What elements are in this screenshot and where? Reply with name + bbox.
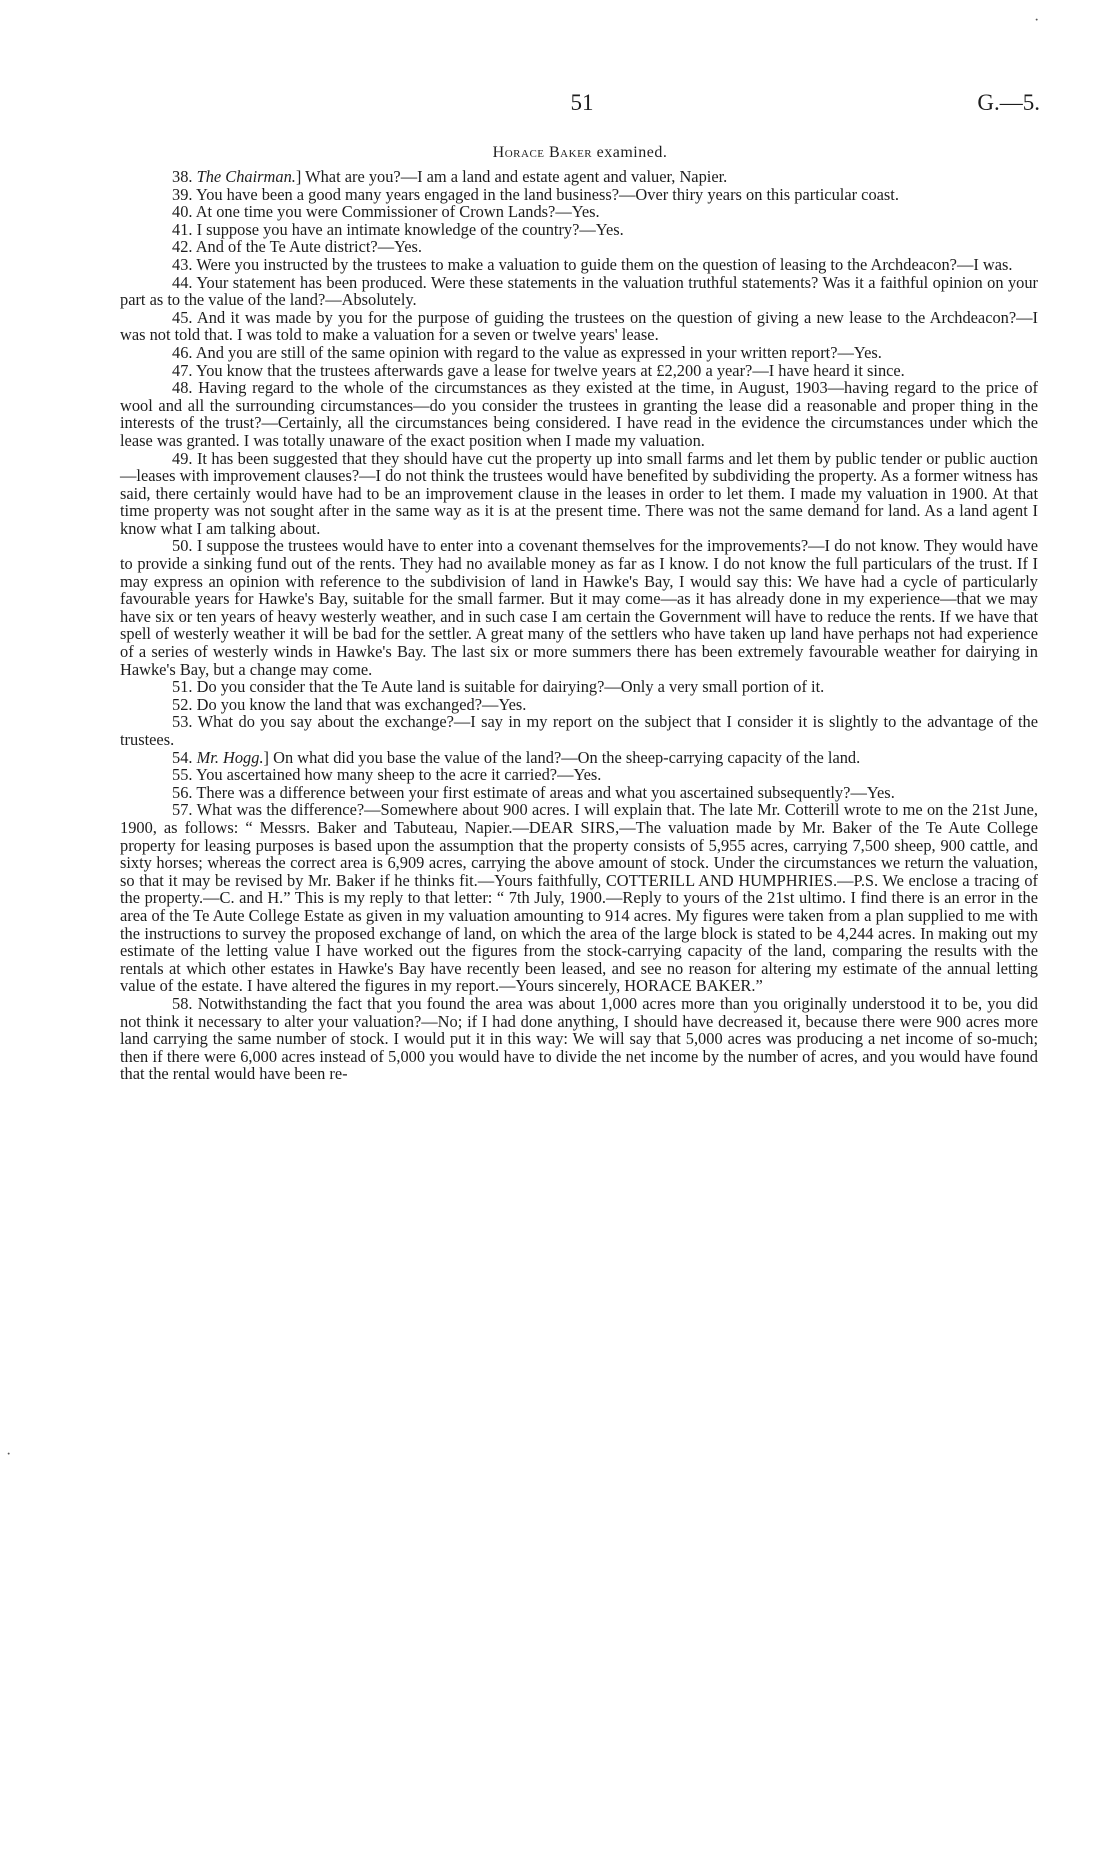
testimony-paragraph: [120, 450, 1038, 538]
question-number: 58.: [172, 993, 193, 1013]
question-number: 50.: [172, 536, 193, 556]
speaker-name: The Chairman.: [196, 167, 296, 186]
testimony-paragraph: [120, 678, 1038, 696]
paragraph-text: You ascertained how many sheep to the acre it carried?—Yes.: [196, 765, 602, 785]
paragraph-text: You have been a good many years engaged in the land business?—Over thiry years on this particular coast.: [196, 184, 899, 204]
paragraph-text: At one time you were Commissioner of Crown Lands?—Yes.: [195, 202, 600, 222]
paragraph-text: Your statement has been produced. Were these statements in the valuation truthful statements? Was it a faithful opinion on your part as to the value of the land?—Absolutely.: [120, 272, 1038, 310]
question-number: 46.: [172, 342, 193, 362]
witness-name: Horace Baker: [492, 144, 593, 161]
question-number: 48.: [172, 378, 193, 398]
paragraph-text: ] On what did you base the value of the land?—On the sheep-carrying capacity of the land.: [263, 747, 861, 767]
question-number: 54.: [172, 747, 193, 767]
paragraph-text: What was the difference?—Somewhere about 900 acres. I will explain that. The late Mr. Cotterill wrote to me on the 21st June, 1900, as follows: “ Messrs. Baker and Tabuteau, Napier.—DEAR SIRS,—The valuation made by Mr. Baker of the Te Aute College property for leasing purposes is based upon the assumption that the property consists of 5,955 acres, carrying 7,500 sheep, 900 cattle, and sixty horses; whereas the correct area is 6,909 acres, carrying the above amount of stock. Under the circumstances we return the valuation, so that it may be revised by Mr. Baker if he thinks fit.—Yours faithfully, COTTERILL AND HUMPHRIES.—P.S. We enclose a tracing of the property.—C. and H.” This is my reply to that letter: “ 7th July, 1900.—Reply to yours of the 21st ultimo. I find there is an error in the area of the Te Aute College Estate as given in my valuation amounting to 914 acres. My figures were taken from a plan supplied to me with the instructions to survey the proposed exchange of land, on which the area of the large block is stated to be 4,244 acres. In making out my estimate of the letting value I have worked out the figures from the stock-carrying capacity of the land, comparing the results with the rentals at which other estates in Hawke's Bay have recently been leased, and see no reason for altering my estimate of the annual letting value of the estate. I have altered the figures in my report.—Yours sincerely, HORACE BAKER.”: [120, 800, 1038, 996]
question-number: 52.: [172, 694, 193, 714]
scan-mark: ·: [6, 1446, 12, 1463]
witness-heading-suffix: examined.: [596, 144, 668, 161]
paragraph-text: What do you say about the exchange?—I say in my report on the subject that I consider it is slightly to the advantage of the trustees.: [120, 712, 1038, 749]
question-number: 49.: [172, 448, 193, 468]
question-number: 39.: [172, 184, 193, 204]
testimony-paragraph: [120, 995, 1038, 1083]
question-number: 42.: [172, 237, 193, 257]
question-number: 56.: [172, 782, 193, 802]
question-number: 38.: [172, 167, 193, 186]
paragraph-text: You know that the trustees afterwards gave a lease for twelve years at £2,200 a year?—I have heard it since.: [196, 360, 905, 380]
testimony-paragraph: [120, 309, 1038, 344]
paragraph-text: ] What are you?—I am a land and estate agent and valuer, Napier.: [295, 167, 728, 186]
paragraph-text: I suppose the trustees would have to enter into a covenant themselves for the improvements?—I do not know. They would have to provide a sinking fund out of the rents. They had no available money as far as I know. I do not know the full particulars of the trust. If I may express an opinion with reference to the subdivision of land in Hawke's Bay, I would say this: We have had a cycle of particularly favourable years for Hawke's Bay, suitable for the small farmer. But it may come—as it has already done in my experience—that we may have six or ten years of heavy westerly weather, and in such case I am certain the Government will have to reduce the rents. If we have that spell of westerly weather it will be bad for the settler. A great many of the settlers who have taken up land have perhaps not had experience of a series of westerly winds in Hawke's Bay. The last six or more summers there has been extremely favourable weather for dairying in Hawke's Bay, but a change may come.: [120, 536, 1038, 679]
testimony-paragraph: [120, 749, 1038, 767]
paragraph-text: I suppose you have an intimate knowledge of the country?—Yes.: [196, 219, 624, 239]
question-number: 40.: [172, 202, 193, 222]
testimony-paragraph: [120, 696, 1038, 714]
question-number: 45.: [172, 307, 193, 327]
question-number: 53.: [172, 712, 193, 732]
paragraph-text: Having regard to the whole of the circumstances as they existed at the time, in August, 1903—having regard to the price of wool and all the surrounding circumstances—do you consider the trustees in granting the lease did a reasonable and proper thing in the interests of the trust?—Certainly, all the circumstances being considered. I have read in the evidence the circumstances under which the lease was granted. I was totally unaware of the exact position when I made my valuation.: [120, 378, 1038, 450]
testimony-paragraph: [120, 238, 1038, 256]
testimony-paragraph: [120, 784, 1038, 802]
testimony-paragraph: [120, 274, 1038, 309]
paragraph-text: And you are still of the same opinion with regard to the value as expressed in your written report?—Yes.: [195, 342, 882, 362]
paragraph-text: And of the Te Aute district?—Yes.: [195, 237, 423, 257]
testimony-paragraph: [120, 801, 1038, 995]
testimony-paragraph: [120, 362, 1038, 380]
paragraph-text: Do you know the land that was exchanged?—Yes.: [196, 694, 527, 714]
testimony-paragraph: [120, 221, 1038, 239]
testimony-paragraph: [120, 713, 1038, 748]
question-number: 43.: [172, 254, 193, 274]
testimony-paragraph: [120, 168, 1038, 186]
running-header: [120, 90, 1040, 124]
speaker-name: Mr. Hogg.: [196, 747, 264, 767]
paragraph-text: It has been suggested that they should have cut the property up into small farms and let them by public tender or public auction—leases with improvement clauses?—I do not think the trustees would have benefited by subdividing the property. As a former witness has said, there certainly would have had to be an improvement clause in the leases in order to let them. I made my valuation in 1900. At that time property was not sought after in the same way as it is at the present time. There was not the same demand for land. As a land agent I know what I am talking about.: [120, 448, 1038, 538]
question-number: 51.: [172, 677, 193, 697]
paragraph-text: Notwithstanding the fact that you found the area was about 1,000 acres more than you originally understood it to be, you did not think it necessary to alter your valuation?—No; if I had done anything, I should have decreased it, because there were 900 acres more land carrying the same number of stock. I would put it in this way: We will say that 5,000 acres was producing a net income of so-much; then if there were 6,000 acres instead of 5,000 you would have to divide the net income by the number of acres, and you would have found that the rental would have been re-: [120, 993, 1038, 1084]
question-number: 41.: [172, 219, 193, 239]
question-number: 44.: [172, 272, 193, 292]
testimony-paragraph: [120, 379, 1038, 449]
paper-reference: G.—5.: [977, 90, 1040, 115]
scan-mark: ·: [1034, 12, 1040, 29]
testimony-body: [120, 168, 1038, 1083]
testimony-paragraph: [120, 766, 1038, 784]
question-number: 47.: [172, 360, 193, 380]
question-number: 55.: [172, 765, 193, 785]
paragraph-text: Were you instructed by the trustees to make a valuation to guide them on the question of leasing to the Archdeacon?—I was.: [196, 254, 1013, 274]
paragraph-text: Do you consider that the Te Aute land is suitable for dairying?—Only a very small portion of it.: [196, 677, 825, 697]
testimony-paragraph: [120, 203, 1038, 221]
question-number: 57.: [172, 800, 193, 820]
testimony-paragraph: [120, 186, 1038, 204]
paragraph-text: There was a difference between your first estimate of areas and what you ascertained subsequently?—Yes.: [196, 782, 895, 802]
testimony-paragraph: [120, 256, 1038, 274]
page-number: 51: [570, 90, 594, 115]
witness-heading: [120, 144, 1040, 162]
testimony-paragraph: [120, 537, 1038, 678]
testimony-paragraph: [120, 344, 1038, 362]
paragraph-text: And it was made by you for the purpose of guiding the trustees on the question of giving a new lease to the Archdeacon?—I was not told that. I was told to make a valuation for a seven or twelve years' lease.: [120, 307, 1038, 345]
